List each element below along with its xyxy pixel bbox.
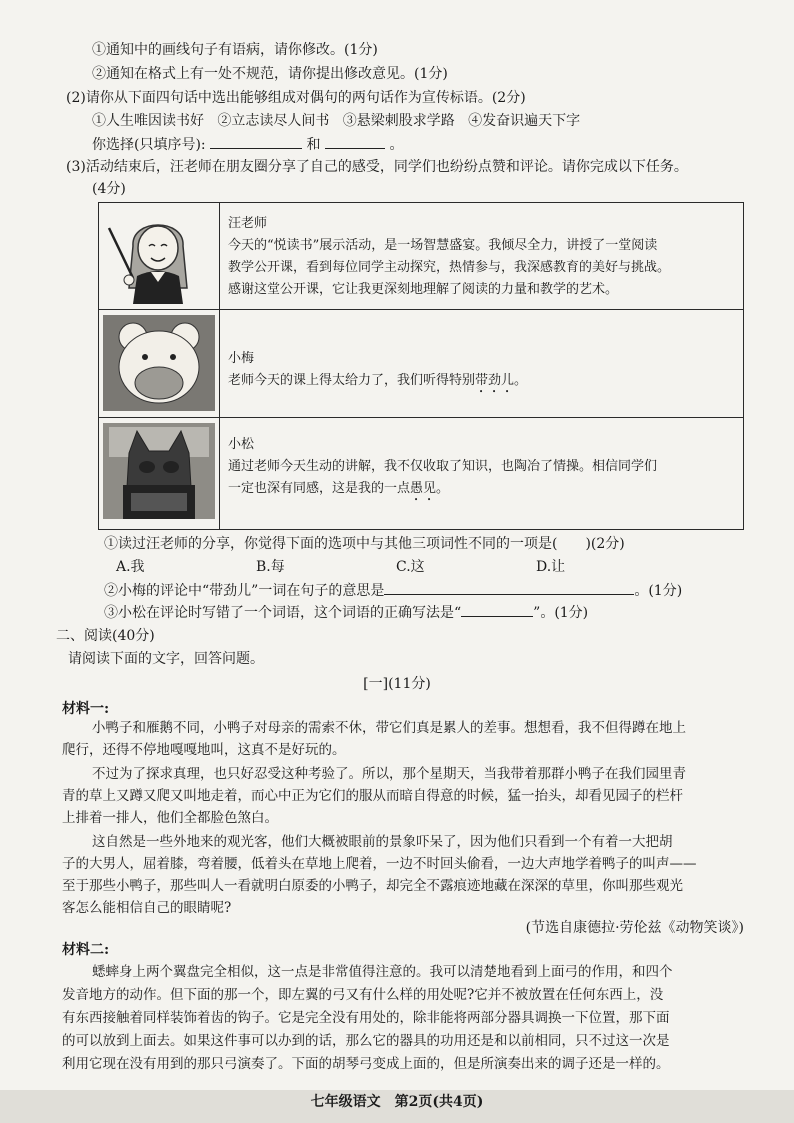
q2-answer-line: [92, 134, 403, 155]
m1-p3-line-1: 这自然是一些外地来的观光客，他们大概被眼前的景象吓呆了，因为他们只看到一个有着一大把胡: [92, 834, 673, 850]
teacher-picture-cell: [99, 203, 220, 310]
teacher-post-line-2: 教学公开课，看到每位同学主动探究，热情参与，我深感教育的美好与挑战。: [228, 260, 671, 275]
reading-part-title: [一](11分): [363, 676, 431, 692]
q2-answer-blank-2[interactable]: [325, 134, 385, 149]
xiaosong-name: 小松: [228, 437, 255, 452]
xiaosong-line-2: [228, 478, 735, 504]
reading-instruction: 请阅读下面的文字，回答问题。: [68, 651, 264, 667]
material-1-title: 材料一:: [62, 701, 110, 717]
q3-stem: (3)活动结束后，汪老师在朋友圈分享了自己的感受，同学们也纷纷点赞和评论。请你完成以下任务。: [66, 159, 688, 175]
m2-p1-line-5: 利用它现在没有用到的那只弓演奏了。下面的胡琴弓变成上面的，但是所演奏出来的调子还是一样的。: [62, 1056, 670, 1072]
m1-p3-line-3: 至于那些小鸭子，那些叫人一看就明白原委的小鸭子，却完全不露痕迹地藏在深深的草里，你叫那些观光: [62, 878, 683, 894]
option-a: A.我: [116, 559, 145, 575]
moments-table: [98, 202, 744, 530]
q2-option-2: ②立志读尽人间书: [217, 113, 330, 129]
q2-choose-label: 你选择(只填序号):: [92, 137, 206, 153]
m1-p3-line-4: 客怎么能相信自己的眼睛呢?: [62, 900, 232, 916]
xiaosong-line-2-end: 。: [436, 481, 450, 496]
xiaomei-comment-end: 。: [514, 373, 528, 388]
material-2-title: 材料二:: [62, 942, 110, 958]
q3-task-3-end: ”。(1分): [533, 605, 589, 621]
xiaosong-post: [220, 418, 744, 530]
q3-task-1-options: [116, 557, 565, 577]
q2-end: 。: [389, 137, 404, 153]
m1-p1-line-1: 小鸭子和雁鹅不同，小鸭子对母亲的需索不休，带它们真是累人的差事。想想看，我不但得蹲在地上: [92, 720, 686, 736]
xiaosong-line-1: 通过老师今天生动的讲解，我不仅收取了知识，也陶冶了情操。相信同学们: [228, 459, 658, 474]
reading-section-title: 二、阅读(40分): [56, 628, 155, 644]
xiaosong-picture-cell: [99, 418, 220, 530]
option-b: B.每: [256, 559, 285, 575]
option-d: D.让: [536, 559, 566, 575]
xiaosong-dotted-word: 愚见: [410, 481, 437, 496]
xiaomei-picture-cell: [99, 310, 220, 418]
m2-p1-line-2: 发音地方的动作。但下面的那一个，即左翼的弓又有什么样的用处呢?它并不被放置在任何东西上，没: [62, 987, 664, 1003]
material-1-source: (节选自康德拉·劳伦兹《动物笑谈》): [525, 920, 744, 936]
q3-task-2-blank[interactable]: [384, 580, 634, 595]
xiaomei-dotted-word: 带劲儿: [475, 373, 515, 388]
q2-option-4: ④发奋识遍天下字: [468, 113, 581, 129]
q3-score: (4分): [92, 181, 126, 197]
xiaosong-line-2-text: 一定也深有同感，这是我的一点: [228, 481, 411, 496]
q1-sub2: ②通知在格式上有一处不规范，请你提出修改意见。(1分): [92, 66, 448, 82]
xiaomei-comment: [228, 370, 735, 396]
teacher-post: [220, 203, 744, 310]
q3-task-3-blank[interactable]: [461, 602, 533, 617]
page-footer: 七年级语文 第2页(共4页): [310, 1094, 484, 1110]
m2-p1-line-1: 蟋蟀身上两个翼盘完全相似，这一点是非常值得注意的。我可以清楚地看到上面弓的作用，和四个: [92, 964, 673, 980]
q2-stem: (2)请你从下面四句话中选出能够组成对偶句的两句话作为宣传标语。(2分): [66, 90, 526, 106]
m2-p1-line-3: 有东西接触着同样装饰着齿的钩子。它是完全没有用处的，除非能将两部分器具调换一下位置，那下面: [62, 1010, 670, 1026]
q3-task-2: [104, 580, 682, 601]
teacher-name: 汪老师: [228, 216, 268, 231]
teacher-post-line-3: 感谢这堂公开课，它让我更深刻地理解了阅读的力量和教学的艺术。: [228, 282, 619, 297]
bear-illustration: [103, 315, 215, 411]
q2-option-3: ③悬梁刺股求学路: [342, 113, 455, 129]
xiaomei-comment-text: 老师今天的课上得太给力了，我们听得特别: [228, 373, 476, 388]
m1-p3-line-2: 子的大男人，屈着膝，弯着腰，低着头在草地上爬着，一边不时回头偷看，一边大声地学着鸭子的叫声——: [62, 856, 697, 872]
m1-p2-line-2: 青的草上又蹲又爬又叫地走着，而心中正为它们的服从而暗自得意的时候，猛一抬头，却看见园子的栏杆: [62, 788, 683, 804]
m1-p2-line-3: 上排着一排人，他们全都脸色煞白。: [62, 810, 278, 826]
m1-p1-line-2: 爬行，还得不停地嘎嘎地叫，这真不是好玩的。: [62, 742, 346, 758]
teacher-illustration: [103, 208, 215, 304]
q3-task-3: [104, 602, 588, 623]
q2-and: 和: [306, 137, 321, 153]
teacher-post-line-1: 今天的“悦读书”展示活动，是一场智慧盛宴。我倾尽全力，讲授了一堂阅读: [228, 238, 658, 253]
q1-sub1: ①通知中的画线句子有语病，请你修改。(1分): [92, 42, 378, 58]
m2-p1-line-4: 的可以放到上面去。如果这件事可以办到的话，那么它的器具的功用还是和以前相同，只不过这一次是: [62, 1033, 670, 1049]
option-c: C.这: [396, 559, 425, 575]
q3-task-2-text: ②小梅的评论中“带劲儿”一词在句子的意思是: [104, 583, 385, 599]
cat-illustration: [103, 423, 215, 519]
m1-p2-line-1: 不过为了探求真理，也只好忍受这种考验了。所以，那个星期天，当我带着那群小鸭子在我们园里青: [92, 766, 686, 782]
q3-task-2-end: 。(1分): [634, 583, 683, 599]
q3-task-1: ①读过汪老师的分享，你觉得下面的选项中与其他三项词性不同的一项是( )(2分): [104, 536, 625, 552]
q2-answer-blank-1[interactable]: [210, 134, 302, 149]
q2-options: [92, 111, 580, 131]
q2-option-1: ①人生唯因读书好: [92, 113, 204, 129]
q3-task-3-text: ③小松在评论时写错了一个词语，这个词语的正确写法是“: [104, 605, 462, 621]
xiaomei-post: [220, 310, 744, 418]
xiaomei-name: 小梅: [228, 351, 255, 366]
